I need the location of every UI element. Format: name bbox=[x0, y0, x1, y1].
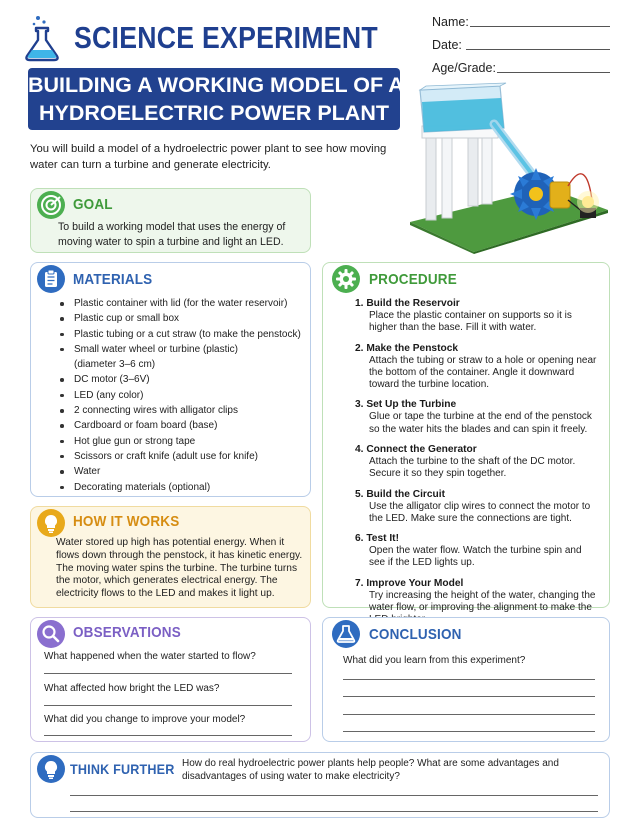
list-item-continued: (diameter 3–6 cm) bbox=[74, 359, 156, 371]
procedure-step: 3. Set Up the Turbine Glue or tape the turbine at the end of the penstock so the water hits the blades and can spin it freely. bbox=[355, 399, 592, 435]
intro-text: You will build a model of a hydroelectric power plant to see how moving water can turn a turbine and generate electricity. bbox=[30, 143, 387, 171]
magnifier-icon bbox=[36, 619, 66, 649]
procedure-step: 6. Test It! Open the water flow. Watch the turbine spin and see if the LED lights up. bbox=[355, 533, 582, 569]
procedure-step: 2. Make the Penstock Attach the tubing or straw to a hole or opening near the bottom of the container. Angle it downward toward the turbine location. bbox=[355, 342, 597, 390]
target-icon bbox=[36, 190, 66, 220]
procedure-step: 1. Build the Reservoir Place the plastic container on supports so it is higher than the base. Fill it with water. bbox=[355, 298, 572, 334]
gear-icon bbox=[331, 264, 361, 294]
clipboard-icon bbox=[36, 264, 66, 294]
list-item: Plastic tubing or a cut straw (to make the penstock) bbox=[60, 327, 301, 342]
conclusion-heading: CONCLUSION bbox=[369, 626, 462, 643]
list-item: LED (any color) bbox=[60, 388, 301, 403]
list-item: Plastic container with lid (for the water reservoir) bbox=[60, 296, 301, 311]
model-illustration bbox=[408, 82, 610, 254]
conclusion-question: What did you learn from this experiment? bbox=[343, 655, 526, 666]
answer-line[interactable] bbox=[70, 795, 598, 796]
answer-line[interactable] bbox=[44, 735, 292, 736]
think-further-text: How do real hydroelectric power plants help people? What are some advantages and disadvantages of using water to make electricity? bbox=[182, 758, 559, 782]
age-field[interactable] bbox=[432, 61, 496, 75]
list-item: 2 connecting wires with alligator clips bbox=[60, 403, 301, 418]
page-title: SCIENCE EXPERIMENT bbox=[74, 20, 378, 55]
list-item: Cardboard or foam board (base) bbox=[60, 418, 301, 433]
beaker-icon bbox=[331, 619, 361, 649]
title-banner bbox=[28, 68, 404, 130]
list-item: Hot glue gun or strong tape bbox=[60, 434, 301, 449]
procedure-steps bbox=[355, 297, 600, 634]
think-further-heading: THINK FURTHER bbox=[70, 761, 175, 777]
procedure-step: 4. Connect the Generator Attach the turbine to the shaft of the DC motor. Secure it so they spin together. bbox=[355, 443, 576, 480]
list-item: Small water wheel or turbine (plastic) bbox=[60, 342, 301, 357]
date-field[interactable] bbox=[432, 38, 462, 52]
procedure-heading: PROCEDURE bbox=[369, 271, 457, 288]
list-item: Plastic cup or small box bbox=[60, 311, 301, 326]
flask-icon bbox=[22, 14, 62, 62]
banner-line-1: BUILDING A WORKING MODEL OF A bbox=[28, 73, 404, 97]
procedure-step: 5. Build the Circuit Use the alligator clip wires to connect the motor to the LED. Make sure the connections are tight. bbox=[355, 488, 591, 524]
name-field[interactable] bbox=[432, 15, 469, 29]
answer-line[interactable] bbox=[343, 679, 595, 680]
list-item: Decorating materials (optional) bbox=[60, 480, 301, 495]
how-it-works-heading: HOW IT WORKS bbox=[73, 513, 180, 530]
observations-heading: OBSERVATIONS bbox=[73, 624, 181, 641]
list-item: Water bbox=[60, 464, 301, 479]
answer-line[interactable] bbox=[44, 673, 292, 674]
name-label: Name: bbox=[432, 15, 469, 29]
answer-line[interactable] bbox=[44, 705, 292, 706]
materials-list bbox=[60, 296, 301, 495]
list-item: Scissors or craft knife (adult use for knife) bbox=[60, 449, 301, 464]
observation-question-2: What affected how bright the LED was? bbox=[44, 683, 220, 694]
goal-text: To build a working model that uses the energy of moving water to spin a turbine and light an LED. bbox=[58, 221, 286, 248]
answer-line[interactable] bbox=[343, 731, 595, 732]
lightbulb-icon bbox=[36, 754, 66, 784]
goal-heading: GOAL bbox=[73, 196, 113, 213]
observation-question-3: What did you change to improve your model? bbox=[44, 714, 246, 725]
how-it-works-text: Water stored up high has potential energy. When it flows down through the penstock, it has kinetic energy. The moving water spins the turbine. The turbine turns the motor, which generates electrical energy. The electricity flows to the LED and makes it light up. bbox=[56, 537, 303, 600]
banner-line-2: HYDROELECTRIC POWER PLANT bbox=[39, 101, 389, 125]
materials-heading: MATERIALS bbox=[73, 271, 153, 288]
age-label: Age/Grade: bbox=[432, 61, 496, 75]
lightbulb-icon bbox=[36, 508, 66, 538]
answer-line[interactable] bbox=[343, 714, 595, 715]
list-item: DC motor (3–6V) bbox=[60, 372, 301, 387]
observation-question-1: What happened when the water started to flow? bbox=[44, 651, 256, 662]
procedure-step: 7. Improve Your Model Try increasing the height of the water, changing the water flow, or improving the alignment to make the bbox=[355, 577, 596, 613]
date-label: Date: bbox=[432, 38, 462, 52]
answer-line[interactable] bbox=[70, 811, 598, 812]
answer-line[interactable] bbox=[343, 696, 595, 697]
